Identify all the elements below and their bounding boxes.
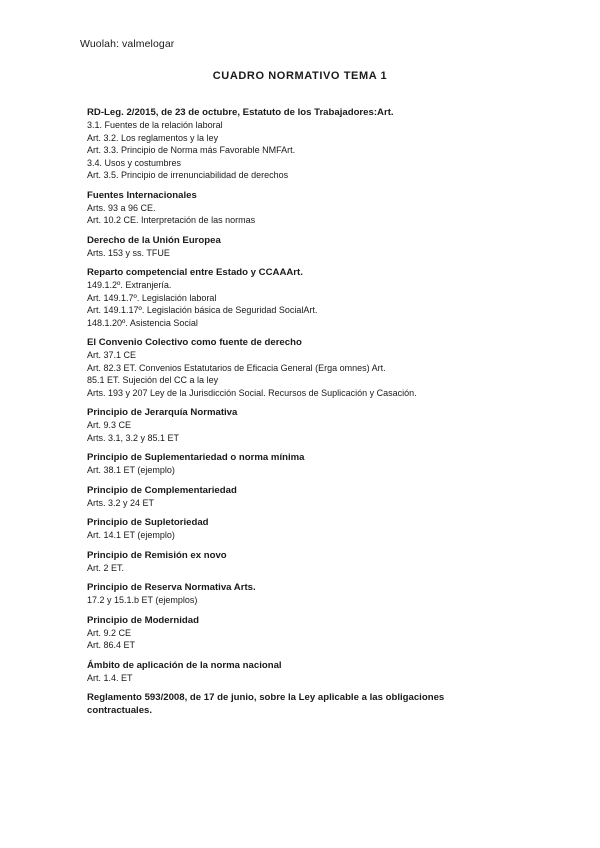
section — [87, 549, 507, 575]
page-title: CUADRO NORMATIVO TEMA 1 — [212, 70, 388, 82]
section — [87, 106, 507, 182]
section — [87, 451, 507, 477]
section-heading: Fuentes Internacionales — [87, 189, 197, 201]
section-heading: Principio de Modernidad — [87, 614, 199, 626]
section-line: Art. 9.3 CE — [87, 420, 132, 430]
section-heading: Reglamento 593/2008, de 17 de junio, sobre la Ley aplicable a las obligaciones contractuales. — [87, 692, 445, 716]
section-heading: Principio de Remisión ex novo — [87, 549, 227, 561]
document-body — [87, 106, 507, 724]
section-line: Arts. 3.2 y 24 ET — [87, 497, 155, 508]
section — [87, 266, 507, 329]
section-line: Art. 2 ET. — [87, 562, 125, 573]
section-line: Art. 1.4. ET — [87, 672, 133, 683]
section-line: Art. 37.1 CE — [87, 350, 137, 360]
section — [87, 516, 507, 542]
section-heading: Ámbito de aplicación de la norma nacional — [87, 659, 282, 671]
section-heading: Principio de Supletoriedad — [87, 517, 209, 528]
section-heading: Principio de Suplementariedad o norma mínima — [87, 452, 305, 463]
section-line: Art. 9.2 CE — [87, 627, 132, 638]
section-line: Art. 82.3 ET. Convenios Estatutarios de Eficacia General (Erga omnes) Art. — [87, 362, 386, 373]
section-heading: Principio de Jerarquía Normativa — [87, 407, 238, 418]
section — [87, 659, 507, 685]
section-line: 3.4. Usos y costumbres — [87, 157, 182, 168]
section-line: Art. 38.1 ET (ejemplo) — [87, 465, 175, 475]
section — [87, 234, 507, 260]
section-line: Arts. 193 y 207 Ley de la Jurisdicción Social. Recursos de Suplicación y Casación. — [87, 387, 417, 398]
section — [87, 691, 507, 717]
section-line: Arts. 93 a 96 CE. — [87, 202, 156, 213]
section-heading: Reparto competencial entre Estado y CCAAArt. — [87, 267, 303, 278]
section-line: Art. 3.3. Principio de Norma más Favorable NMFArt. — [87, 145, 296, 155]
section-line: 148.1.20º. Asistencia Social — [87, 317, 198, 328]
section-line: 85.1 ET. Sujeción del CC a la ley — [87, 375, 219, 385]
section-line: Art. 3.5. Principio de irrenunciabilidad de derechos — [87, 170, 289, 180]
author-credit: Wuolah: valmelogar — [80, 38, 175, 50]
section-line: Art. 149.1.7º. Legislación laboral — [87, 292, 217, 303]
section — [87, 581, 507, 607]
section-line: Art. 86.4 ET — [87, 640, 136, 650]
section-line: Art. 149.1.17º. Legislación básica de Seguridad SocialArt. — [87, 305, 318, 315]
section — [87, 406, 507, 444]
section-heading: Principio de Reserva Normativa Arts. — [87, 582, 256, 593]
section-heading: Principio de Complementariedad — [87, 484, 237, 496]
section — [87, 614, 507, 652]
section-heading: RD-Leg. 2/2015, de 23 de octubre, Estatuto de los Trabajadores:Art. — [87, 107, 394, 118]
section — [87, 189, 507, 227]
section-heading: El Convenio Colectivo como fuente de derecho — [87, 337, 302, 348]
section-line: Arts. 3.1, 3.2 y 85.1 ET — [87, 432, 180, 443]
section — [87, 484, 507, 510]
section — [87, 336, 507, 399]
section-line: Art. 10.2 CE. Interpretación de las normas — [87, 215, 256, 225]
section-heading: Derecho de la Unión Europea — [87, 234, 221, 246]
section-line: Art. 14.1 ET (ejemplo) — [87, 530, 175, 540]
section-line: Art. 3.2. Los reglamentos y la ley — [87, 132, 219, 143]
section-line: 3.1. Fuentes de la relación laboral — [87, 120, 223, 130]
section-line: Arts. 153 y ss. TFUE — [87, 247, 170, 258]
section-line: 17.2 y 15.1.b ET (ejemplos) — [87, 595, 198, 605]
section-line: 149.1.2º. Extranjería. — [87, 280, 172, 290]
